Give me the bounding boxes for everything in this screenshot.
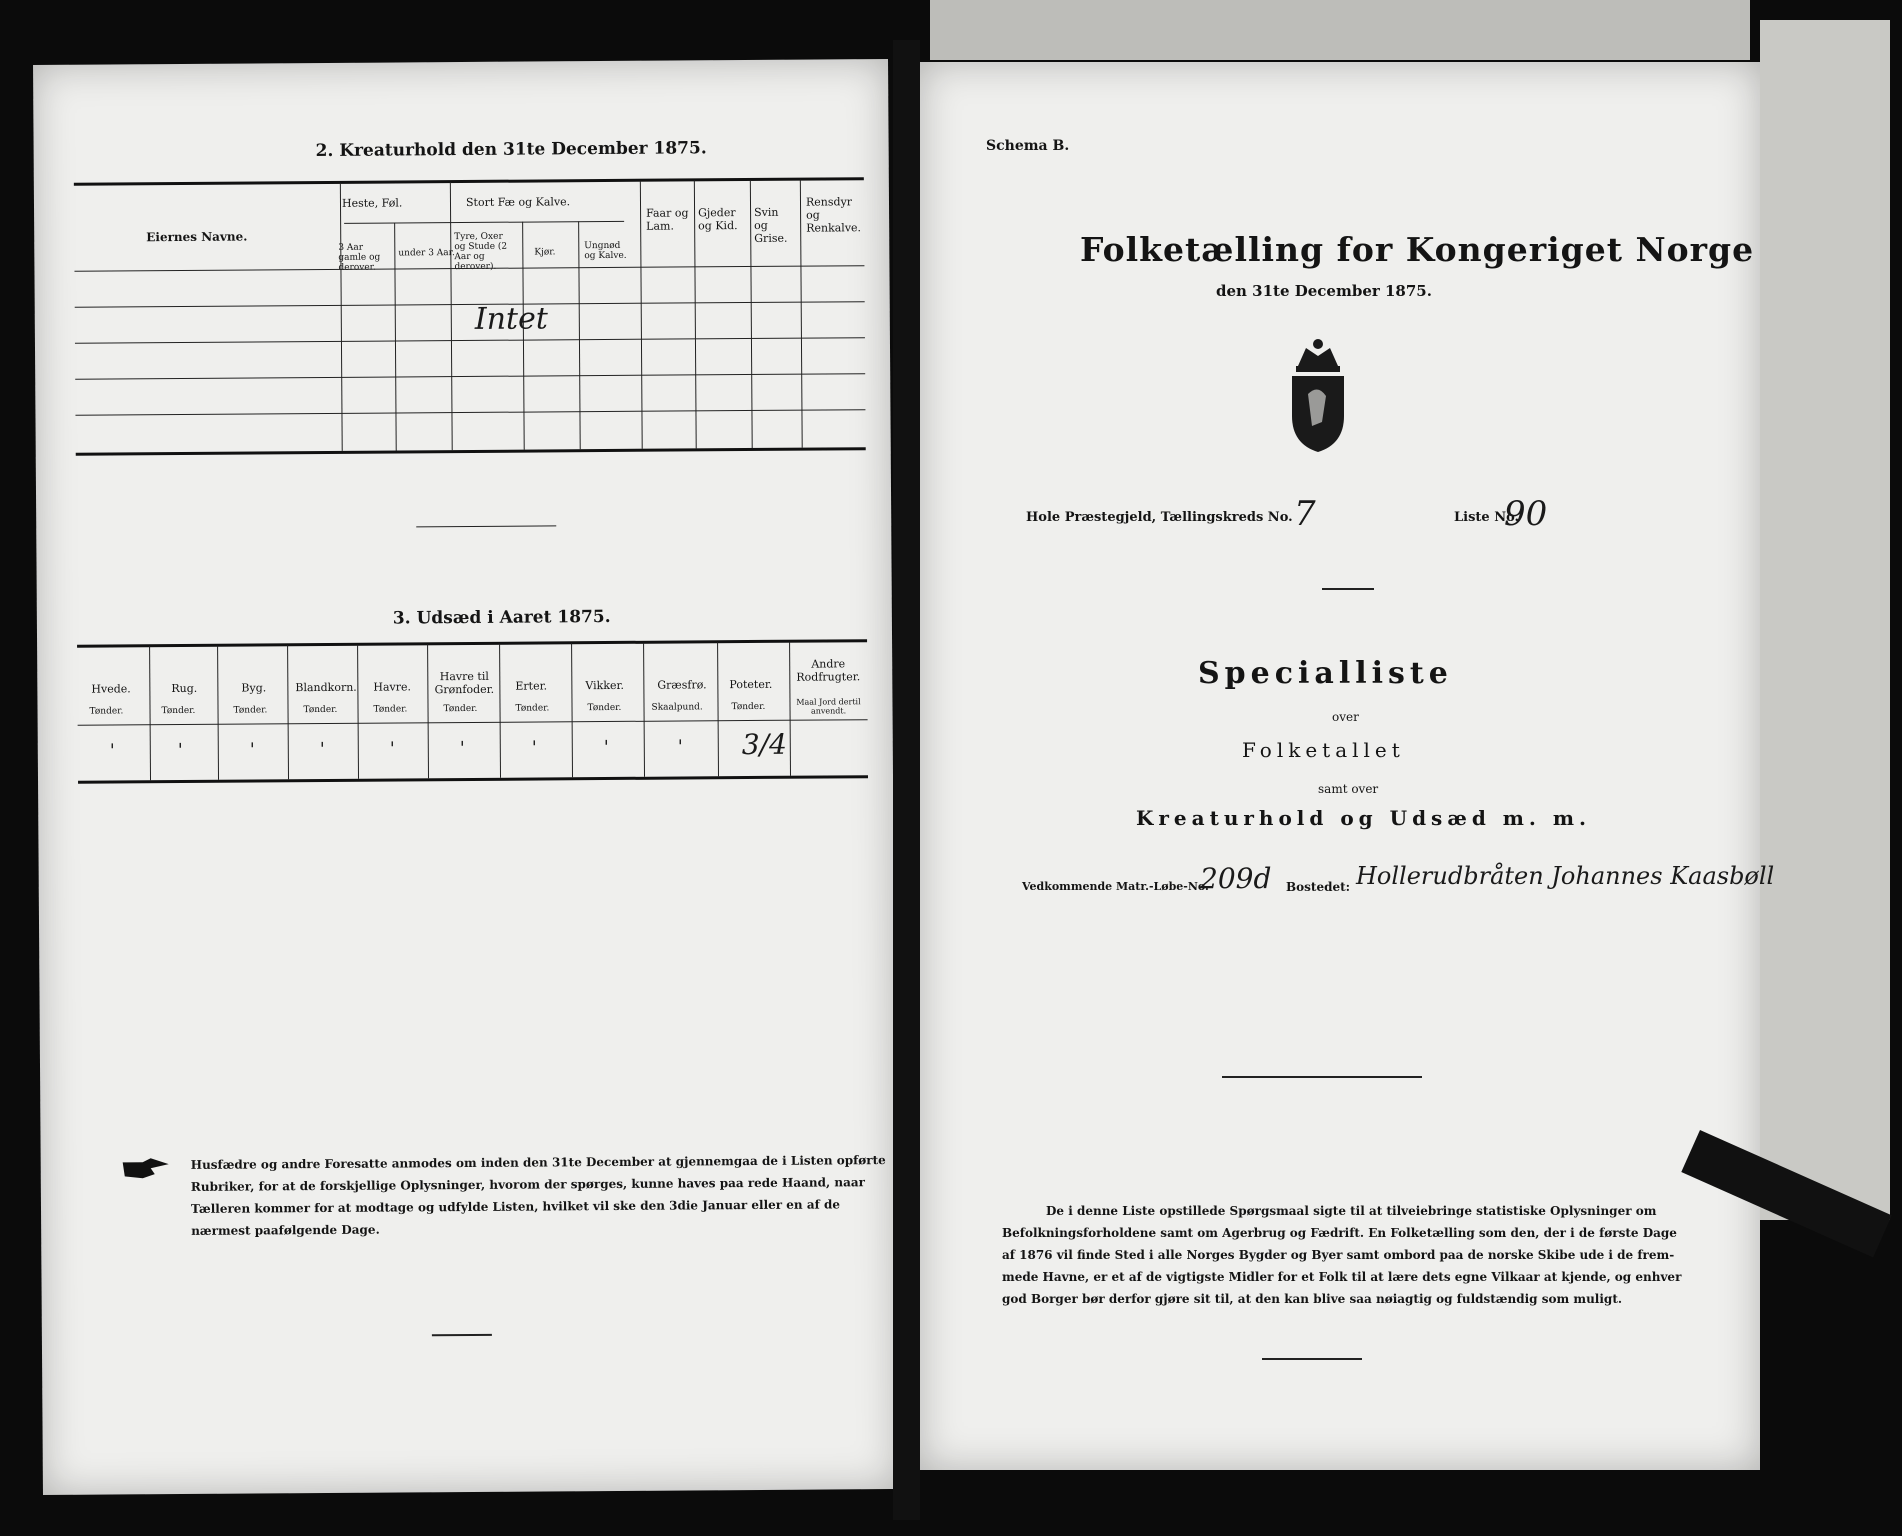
poteter-unit: Tønder. [731,701,766,713]
row-line-1 [75,301,865,308]
rug-value: ' [177,739,183,762]
faar-header: Faar og Lam. [646,206,689,233]
tyre-header: Tyre, Oxer og Stude (2 Aar og derover). [454,231,508,273]
vikker-value: ' [603,736,609,759]
census-heading: Folketælling for Kongeriget Norge [1080,230,1755,269]
havre-value: ' [389,738,395,760]
udsaed-sep-5 [427,644,429,778]
erter-value: ' [531,737,537,759]
hvede-value: ' [109,740,115,762]
gjeder-header: Gjeder og Kid. [698,206,738,233]
stort-header: Stort Fæ og Kalve. [465,195,571,209]
udsaed-sep-4 [357,645,359,779]
divider-short-2 [432,1334,492,1336]
census-date: den 31te December 1875. [1216,282,1432,300]
left-page [33,59,898,1495]
book-gutter [893,40,920,1520]
heste-header: Heste, Føl. [341,196,403,210]
erter-unit: Tønder. [515,703,550,714]
svin-header: Svin og Grise. [754,205,788,245]
paragraph-line-3: af 1876 vil finde Sted i alle Norges Bygder og Byer samt ombord paa de norske Skibe ude i de frem- [1002,1248,1675,1262]
right-page [920,62,1775,1470]
hvede-header: Hvede. [91,682,131,696]
udsaed-sep-8 [643,643,645,777]
divider-right-3 [1262,1358,1362,1360]
back-page-strip-right [1760,20,1890,1220]
udsaed-sep-7 [571,643,573,777]
vikker-header: Vikker. [585,678,625,693]
kreds-number: 7 [1294,494,1316,534]
col-sep-6 [640,181,643,449]
erter-header: Erter. [515,679,548,693]
matr-number: 209d [1200,862,1272,895]
col-sep-5 [578,221,581,449]
bostedet-value: Hollerudbråten Johannes Kaasbøll [1356,862,1775,890]
matr-label: Vedkommende Matr.-Løbe-No. [1022,880,1209,893]
udsaed-sep-2 [217,646,219,780]
byg-value: ' [249,739,255,761]
udsaed-sep-3 [287,645,289,779]
divider-right-1 [1322,588,1374,590]
paragraph-line-5: god Borger bør derfor gjøre sit til, at den kan blive saa nøiagtig og fuldstændig som muligt. [1002,1292,1623,1306]
havre-gronfoder-value: ' [459,738,465,760]
kreaturhold-table-top [74,177,864,186]
blandkorn-value: ' [319,738,325,761]
over-1: over [1332,710,1359,724]
vikker-unit: Tønder. [587,702,622,714]
graesfro-unit: Skaalpund. [651,702,703,713]
row-line-2 [75,337,865,344]
divider-right-2 [1222,1076,1422,1078]
rug-header: Rug. [171,681,198,696]
udsaed-sep-9 [717,642,719,776]
havre-unit: Tønder. [373,704,408,715]
kreaturhold-title: 2. Kreaturhold den 31te December 1875. [315,138,707,162]
divider-short-1 [416,525,556,527]
intet-entry: Intet [474,301,548,337]
specialliste-title: Specialliste [1198,656,1453,691]
poteter-value: 3/4 [741,727,787,762]
andre-header: Andre Rodfrugter. [796,657,861,684]
paragraph-line-4: mede Havne, er et af de vigtigste Midler for et Folk til at lære dets egne Vilkaar at kjende, og enhver [1002,1270,1682,1284]
notice-line-2: Rubriker, for at de forskjellige Oplysninger, hvorom der spørges, kunne haves paa rede Haand, naar [190,1175,865,1194]
heste-subheader-line [344,221,624,224]
ungnod-header: Ungnød og Kalve. [584,240,627,262]
byg-header: Byg. [241,681,267,695]
havre-header: Havre. [373,680,412,694]
folketallet-title: Folketallet [1242,738,1405,762]
notice-line-4: nærmest paafølgende Dage. [191,1222,380,1238]
liste-number: 90 [1504,494,1548,534]
samt-over: samt over [1318,782,1379,796]
udsaed-sep-1 [149,646,151,780]
havre-gronfoder-unit: Tønder. [443,703,478,715]
udsaed-sep-10 [789,642,791,776]
col-sep-1 [340,183,343,451]
andre-unit: Maal Jord dertil anvendt. [796,697,861,716]
graesfro-value: ' [677,736,683,758]
kreaturhold-table-bottom [76,447,866,456]
col-sep-9 [800,180,803,448]
back-page-strip-top [930,0,1750,60]
paragraph-line-1: De i denne Liste opstillede Spørgsmaal sigte til at tilveiebringe statistiske Oplysninger om [1046,1204,1657,1218]
paragraph-line-2: Befolkningsforholdene samt om Agerbrug og Fædrift. En Folketælling som den, der i de første Dage [1002,1226,1677,1240]
col-sep-7 [694,180,697,448]
row-line-4 [75,409,865,416]
blandkorn-unit: Tønder. [303,704,338,716]
rug-unit: Tønder. [161,705,196,717]
rensdyr-header: Rensdyr og Renkalve. [805,195,862,235]
schema-label: Schema B. [986,138,1070,154]
bostedet-label: Bostedet: [1286,880,1351,894]
udsaed-table-top [77,639,867,648]
udsaed-sep-6 [499,644,501,778]
notice-line-3: Tælleren kommer for at modtage og udfylde Listen, hvilket vil ske den 3die Januar eller en af de [190,1197,840,1216]
hvede-unit: Tønder. [89,706,124,717]
blandkorn-header: Blandkorn. [295,680,357,695]
norway-coat-of-arms-icon [1286,334,1350,454]
udsaed-title: 3. Udsæd i Aaret 1875. [392,606,611,629]
prestegjeld-label: Hole Præstegjeld, Tællingskreds No. [1026,510,1293,525]
kjor-header: Kjør. [534,247,556,258]
udsaed-table-bottom [78,775,868,784]
pointing-hand-icon [121,1156,171,1182]
col-sep-2 [394,222,397,450]
kreaturhold-udsaed-title: Kreaturhold og Udsæd m. m. [1136,806,1591,830]
poteter-header: Poteter. [729,677,773,692]
graesfro-header: Græsfrø. [657,678,707,692]
heste-old-header: 3 Aar gamle og derover. [338,242,381,273]
heste-young-header: under 3 Aar. [398,248,455,259]
notice-line-1: Husfædre og andre Foresatte anmodes om inden den 31te December at gjennemgaa de i Listen opførte [190,1153,886,1172]
row-line-3 [75,373,865,380]
havre-gronfoder-header: Havre til Grønfoder. [434,669,495,697]
byg-unit: Tønder. [233,705,268,716]
col-sep-8 [750,180,753,448]
liste-label: Liste No. [1454,510,1520,525]
udsaed-header-bottom [78,719,868,726]
owner-header: Eiernes Navne. [146,229,248,245]
